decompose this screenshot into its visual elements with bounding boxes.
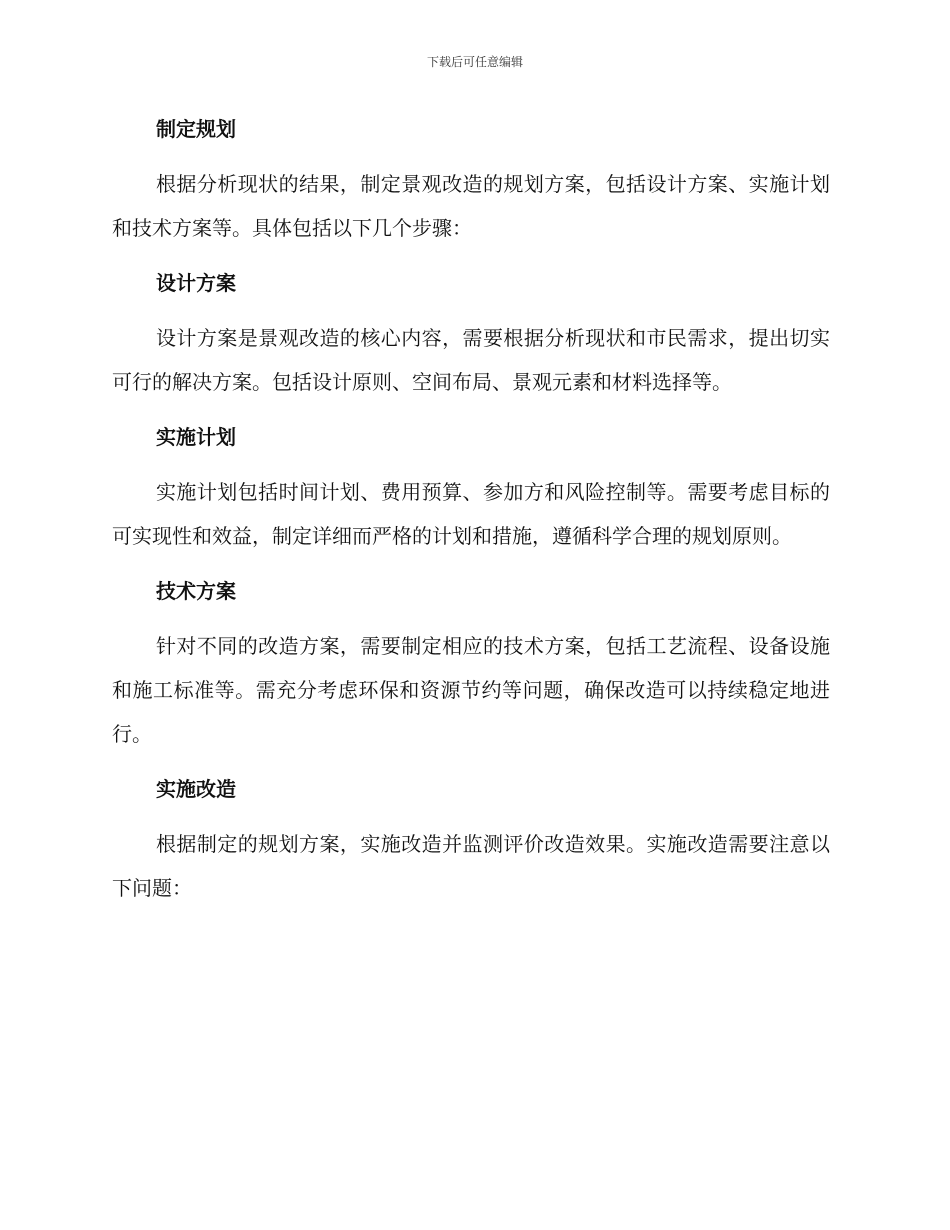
section-heading-technical: 技术方案 xyxy=(156,579,236,603)
section-heading-implementation-plan: 实施计划 xyxy=(156,425,236,449)
section-paragraph-design: 设计方案是景观改造的核心内容，需要根据分析现状和市民需求，提出切实可行的解决方案。包括设计原则、空间布局、景观元素和材料选择等。 xyxy=(112,326,830,394)
section-paragraph-renovation: 根据制定的规划方案，实施改造并监测评价改造效果。实施改造需要注意以下问题： xyxy=(112,832,830,900)
document-body xyxy=(112,112,830,926)
section-paragraph-plan: 根据分析现状的结果，制定景观改造的规划方案，包括设计方案、实施计划和技术方案等。具体包括以下几个步骤： xyxy=(112,172,830,240)
section-heading-plan: 制定规划 xyxy=(156,117,236,141)
section-paragraph-technical: 针对不同的改造方案，需要制定相应的技术方案，包括工艺流程、设备设施和施工标准等。需充分考虑环保和资源节约等问题，确保改造可以持续稳定地进行。 xyxy=(112,634,830,746)
section-heading-design: 设计方案 xyxy=(156,271,236,295)
page-header: 下载后可任意编辑 xyxy=(426,55,523,69)
section-paragraph-implementation-plan: 实施计划包括时间计划、费用预算、参加方和风险控制等。需要考虑目标的可实现性和效益，制定详细而严格的计划和措施，遵循科学合理的规划原则。 xyxy=(112,480,830,548)
section-heading-renovation: 实施改造 xyxy=(156,777,236,801)
